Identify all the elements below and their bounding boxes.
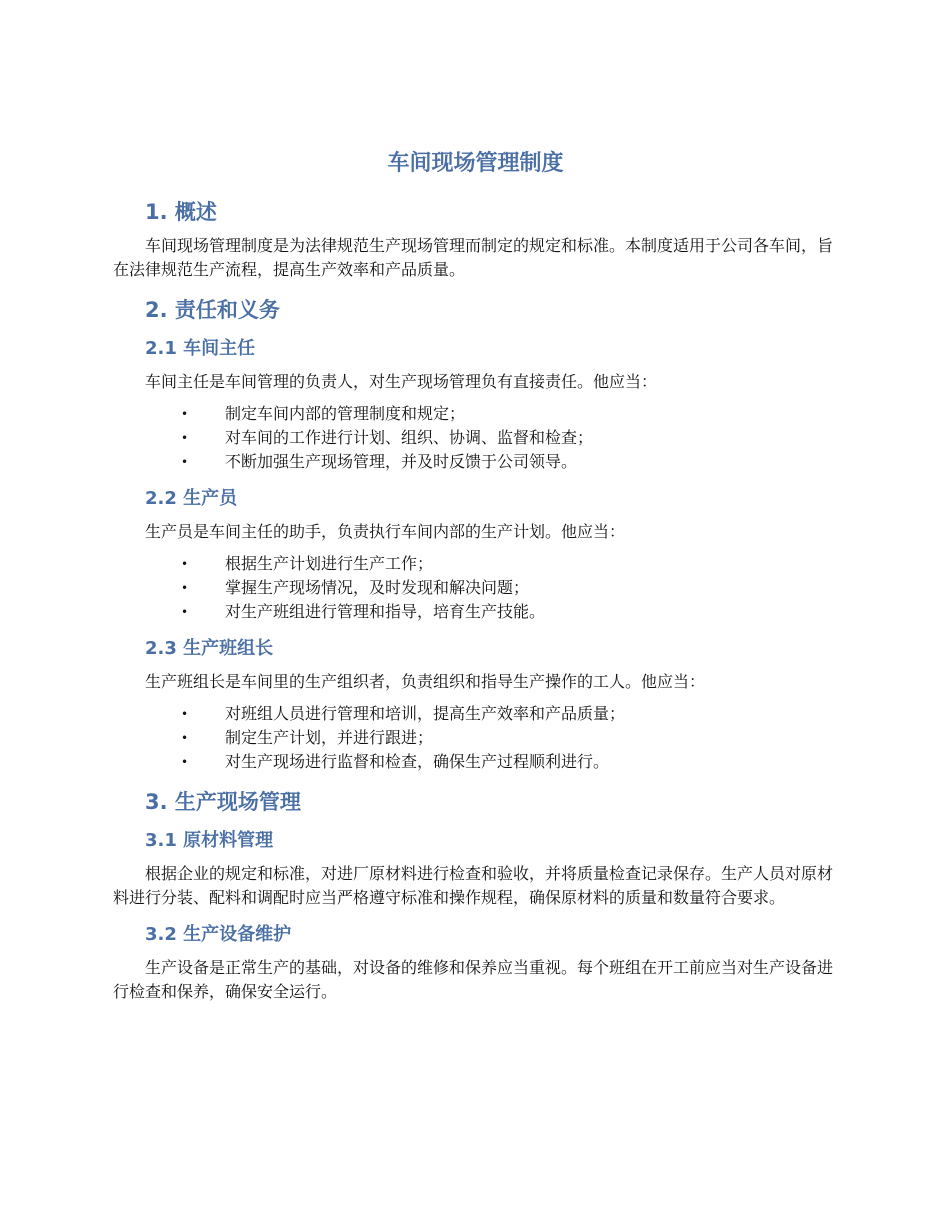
- list-item: • 对生产班组进行管理和指导，培育生产技能。: [113, 600, 838, 624]
- list-item: • 对班组人员进行管理和培训，提高生产效率和产品质量；: [113, 702, 838, 726]
- section-heading-site-management: 3. 生产现场管理: [145, 790, 301, 814]
- subsection-heading-raw-materials: 3.1 原材料管理: [145, 830, 274, 851]
- list-item: • 对生产现场进行监督和检查，确保生产过程顺利进行。: [113, 750, 838, 774]
- raw-materials-paragraph: 根据企业的规定和标准，对进厂原材料进行检查和验收，并将质量检查记录保存。生产人员对原材料进行分装、配料和调配时应当严格遵守标准和操作规程，确保原材料的质量和数量符合要求。: [113, 864, 834, 907]
- team-leader-duties-list: [113, 702, 838, 774]
- production-staff-intro: 生产员是车间主任的助手，负责执行车间内部的生产计划。他应当：: [145, 522, 626, 541]
- bullet-icon: •: [181, 755, 189, 769]
- team-leader-intro: 生产班组长是车间里的生产组织者，负责组织和指导生产操作的工人。他应当：: [145, 672, 706, 691]
- bullet-icon: •: [181, 731, 189, 745]
- bullet-icon: •: [181, 557, 189, 571]
- list-item: • 制定车间内部的管理制度和规定；: [113, 402, 838, 426]
- subsection-heading-production-staff: 2.2 生产员: [145, 488, 238, 509]
- list-item: • 制定生产计划，并进行跟进；: [113, 726, 838, 750]
- bullet-icon: •: [181, 605, 189, 619]
- production-staff-duties-list: [113, 552, 838, 624]
- bullet-icon: •: [181, 407, 189, 421]
- list-item: • 根据生产计划进行生产工作；: [113, 552, 838, 576]
- overview-paragraph: 车间现场管理制度是为法律规范生产现场管理而制定的规定和标准。本制度适用于公司各车间，旨在法律规范生产流程，提高生产效率和产品质量。: [113, 236, 834, 279]
- section-heading-overview: 1. 概述: [145, 200, 217, 224]
- workshop-director-duties-list: [113, 402, 838, 474]
- section-heading-responsibilities: 2. 责任和义务: [145, 298, 280, 322]
- bullet-icon: •: [181, 455, 189, 469]
- subsection-heading-team-leader: 2.3 生产班组长: [145, 638, 274, 659]
- list-item: • 对车间的工作进行计划、组织、协调、监督和检查；: [113, 426, 838, 450]
- bullet-icon: •: [181, 707, 189, 721]
- document-title: 车间现场管理制度: [387, 151, 564, 176]
- bullet-icon: •: [181, 431, 189, 445]
- subsection-heading-workshop-director: 2.1 车间主任: [145, 338, 256, 359]
- equipment-maintenance-paragraph: 生产设备是正常生产的基础，对设备的维修和保养应当重视。每个班组在开工前应当对生产设备进行检查和保养，确保安全运行。: [113, 958, 834, 1001]
- subsection-heading-equipment-maintenance: 3.2 生产设备维护: [145, 924, 292, 945]
- bullet-icon: •: [181, 581, 189, 595]
- workshop-director-intro: 车间主任是车间管理的负责人，对生产现场管理负有直接责任。他应当：: [145, 372, 658, 391]
- list-item: • 掌握生产现场情况，及时发现和解决问题；: [113, 576, 838, 600]
- list-item: • 不断加强生产现场管理，并及时反馈于公司领导。: [113, 450, 838, 474]
